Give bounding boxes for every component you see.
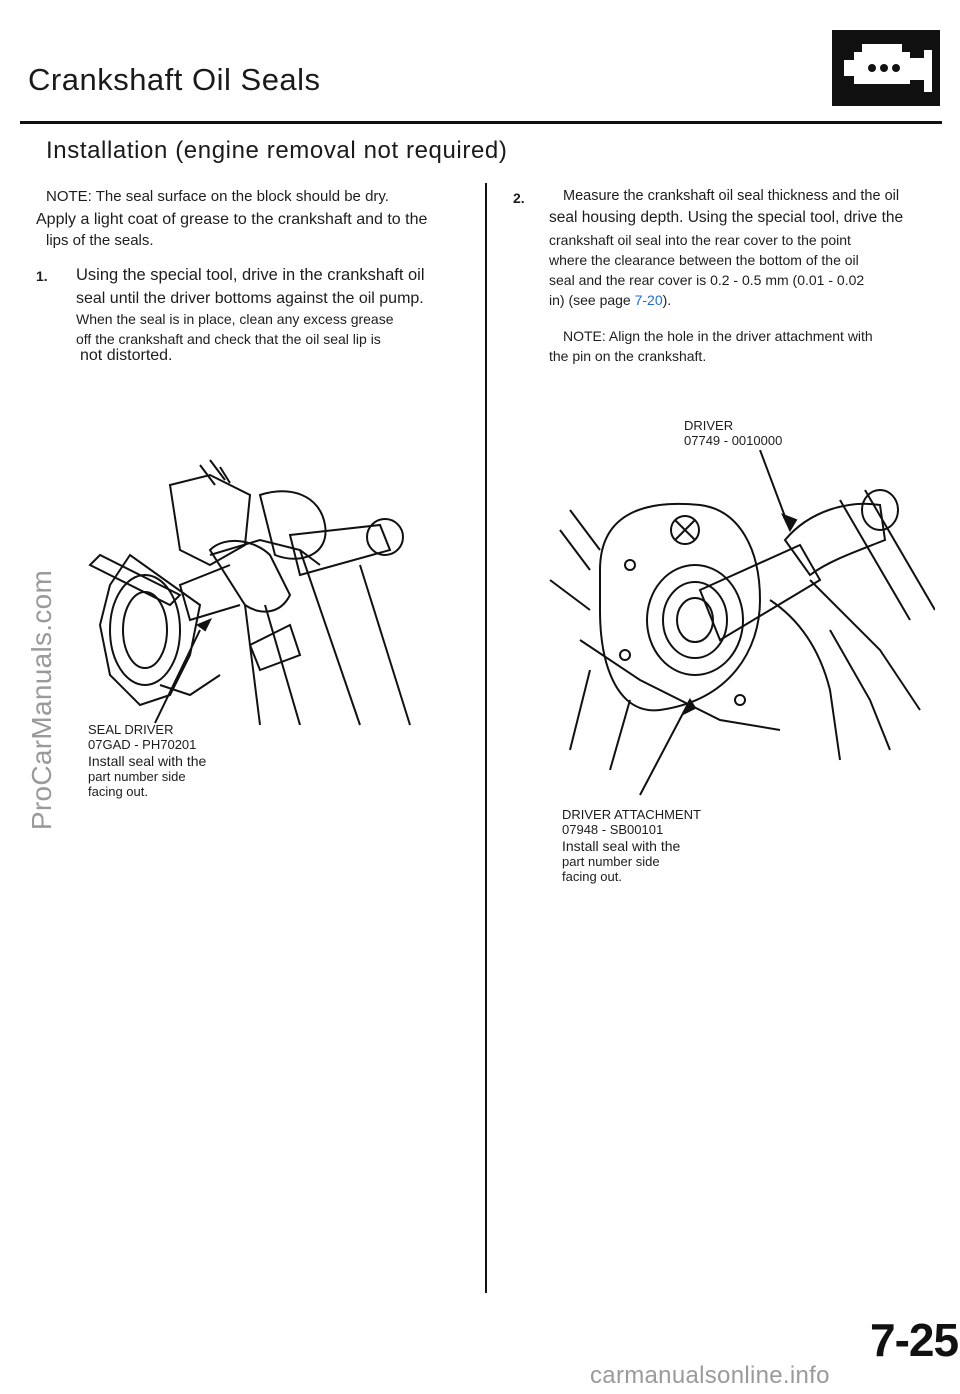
step-text: Using the special tool, drive in the crankshaft oil <box>76 266 425 284</box>
step-text: not distorted. <box>80 347 173 364</box>
watermark-procarmanuals: ProCarManuals.com <box>26 569 57 831</box>
callout-part-number: 07749 - 0010000 <box>684 433 783 448</box>
note-line: NOTE: Align the hole in the driver attachment with <box>563 328 873 344</box>
callout-label: DRIVER ATTACHMENT <box>562 807 701 822</box>
callout-label: SEAL DRIVER <box>88 722 174 737</box>
callout-note: facing out. <box>88 784 148 799</box>
seal-driver-illustration <box>60 455 440 735</box>
step-text: seal housing depth. Using the special tool, drive the <box>549 209 904 226</box>
step-text-post: ). <box>662 292 672 308</box>
step-number: 1. <box>36 268 48 284</box>
step-text: Measure the crankshaft oil seal thickness and the oil <box>563 188 900 204</box>
step-text <box>549 290 671 310</box>
step-text: crankshaft oil seal into the rear cover to the point <box>549 232 851 248</box>
watermark-carmanualsonline: carmanualsonline.info <box>590 1362 830 1389</box>
callout-note: Install seal with the <box>562 838 681 854</box>
section-subtitle: Installation (engine removal not required) <box>46 137 508 164</box>
step-text: When the seal is in place, clean any excess grease <box>76 311 394 327</box>
note-line: the pin on the crankshaft. <box>549 348 707 364</box>
callout-label: DRIVER <box>684 418 734 433</box>
note-line: NOTE: The seal surface on the block should be dry. <box>46 188 389 205</box>
driver-attachment-illustration <box>540 450 935 800</box>
step-text-pre: in) (see page <box>549 292 635 308</box>
callout-note: part number side <box>88 769 186 784</box>
step-number: 2. <box>513 190 525 206</box>
step-text: seal and the rear cover is 0.2 - 0.5 mm (0.01 - 0.02 <box>549 272 865 288</box>
column-divider <box>485 183 487 1293</box>
page-reference-link[interactable]: 7-20 <box>634 292 663 308</box>
callout-note: Install seal with the <box>88 753 207 769</box>
engine-icon <box>832 30 940 106</box>
step-text: seal until the driver bottoms against the oil pump. <box>76 290 424 307</box>
step-text: where the clearance between the bottom of the oil <box>549 252 859 268</box>
callout-note: facing out. <box>562 869 622 884</box>
step-text: off the crankshaft and check that the oil seal lip is <box>76 331 381 347</box>
note-line: lips of the seals. <box>46 232 154 249</box>
callout-note: part number side <box>562 854 660 869</box>
callout-part-number: 07GAD - PH70201 <box>88 737 197 752</box>
note-line: Apply a light coat of grease to the crankshaft and to the <box>36 211 428 228</box>
page-title: Crankshaft Oil Seals <box>28 62 321 97</box>
page-number: 7-25 <box>870 1314 959 1366</box>
header-rule <box>20 121 942 124</box>
callout-part-number: 07948 - SB00101 <box>562 822 664 837</box>
